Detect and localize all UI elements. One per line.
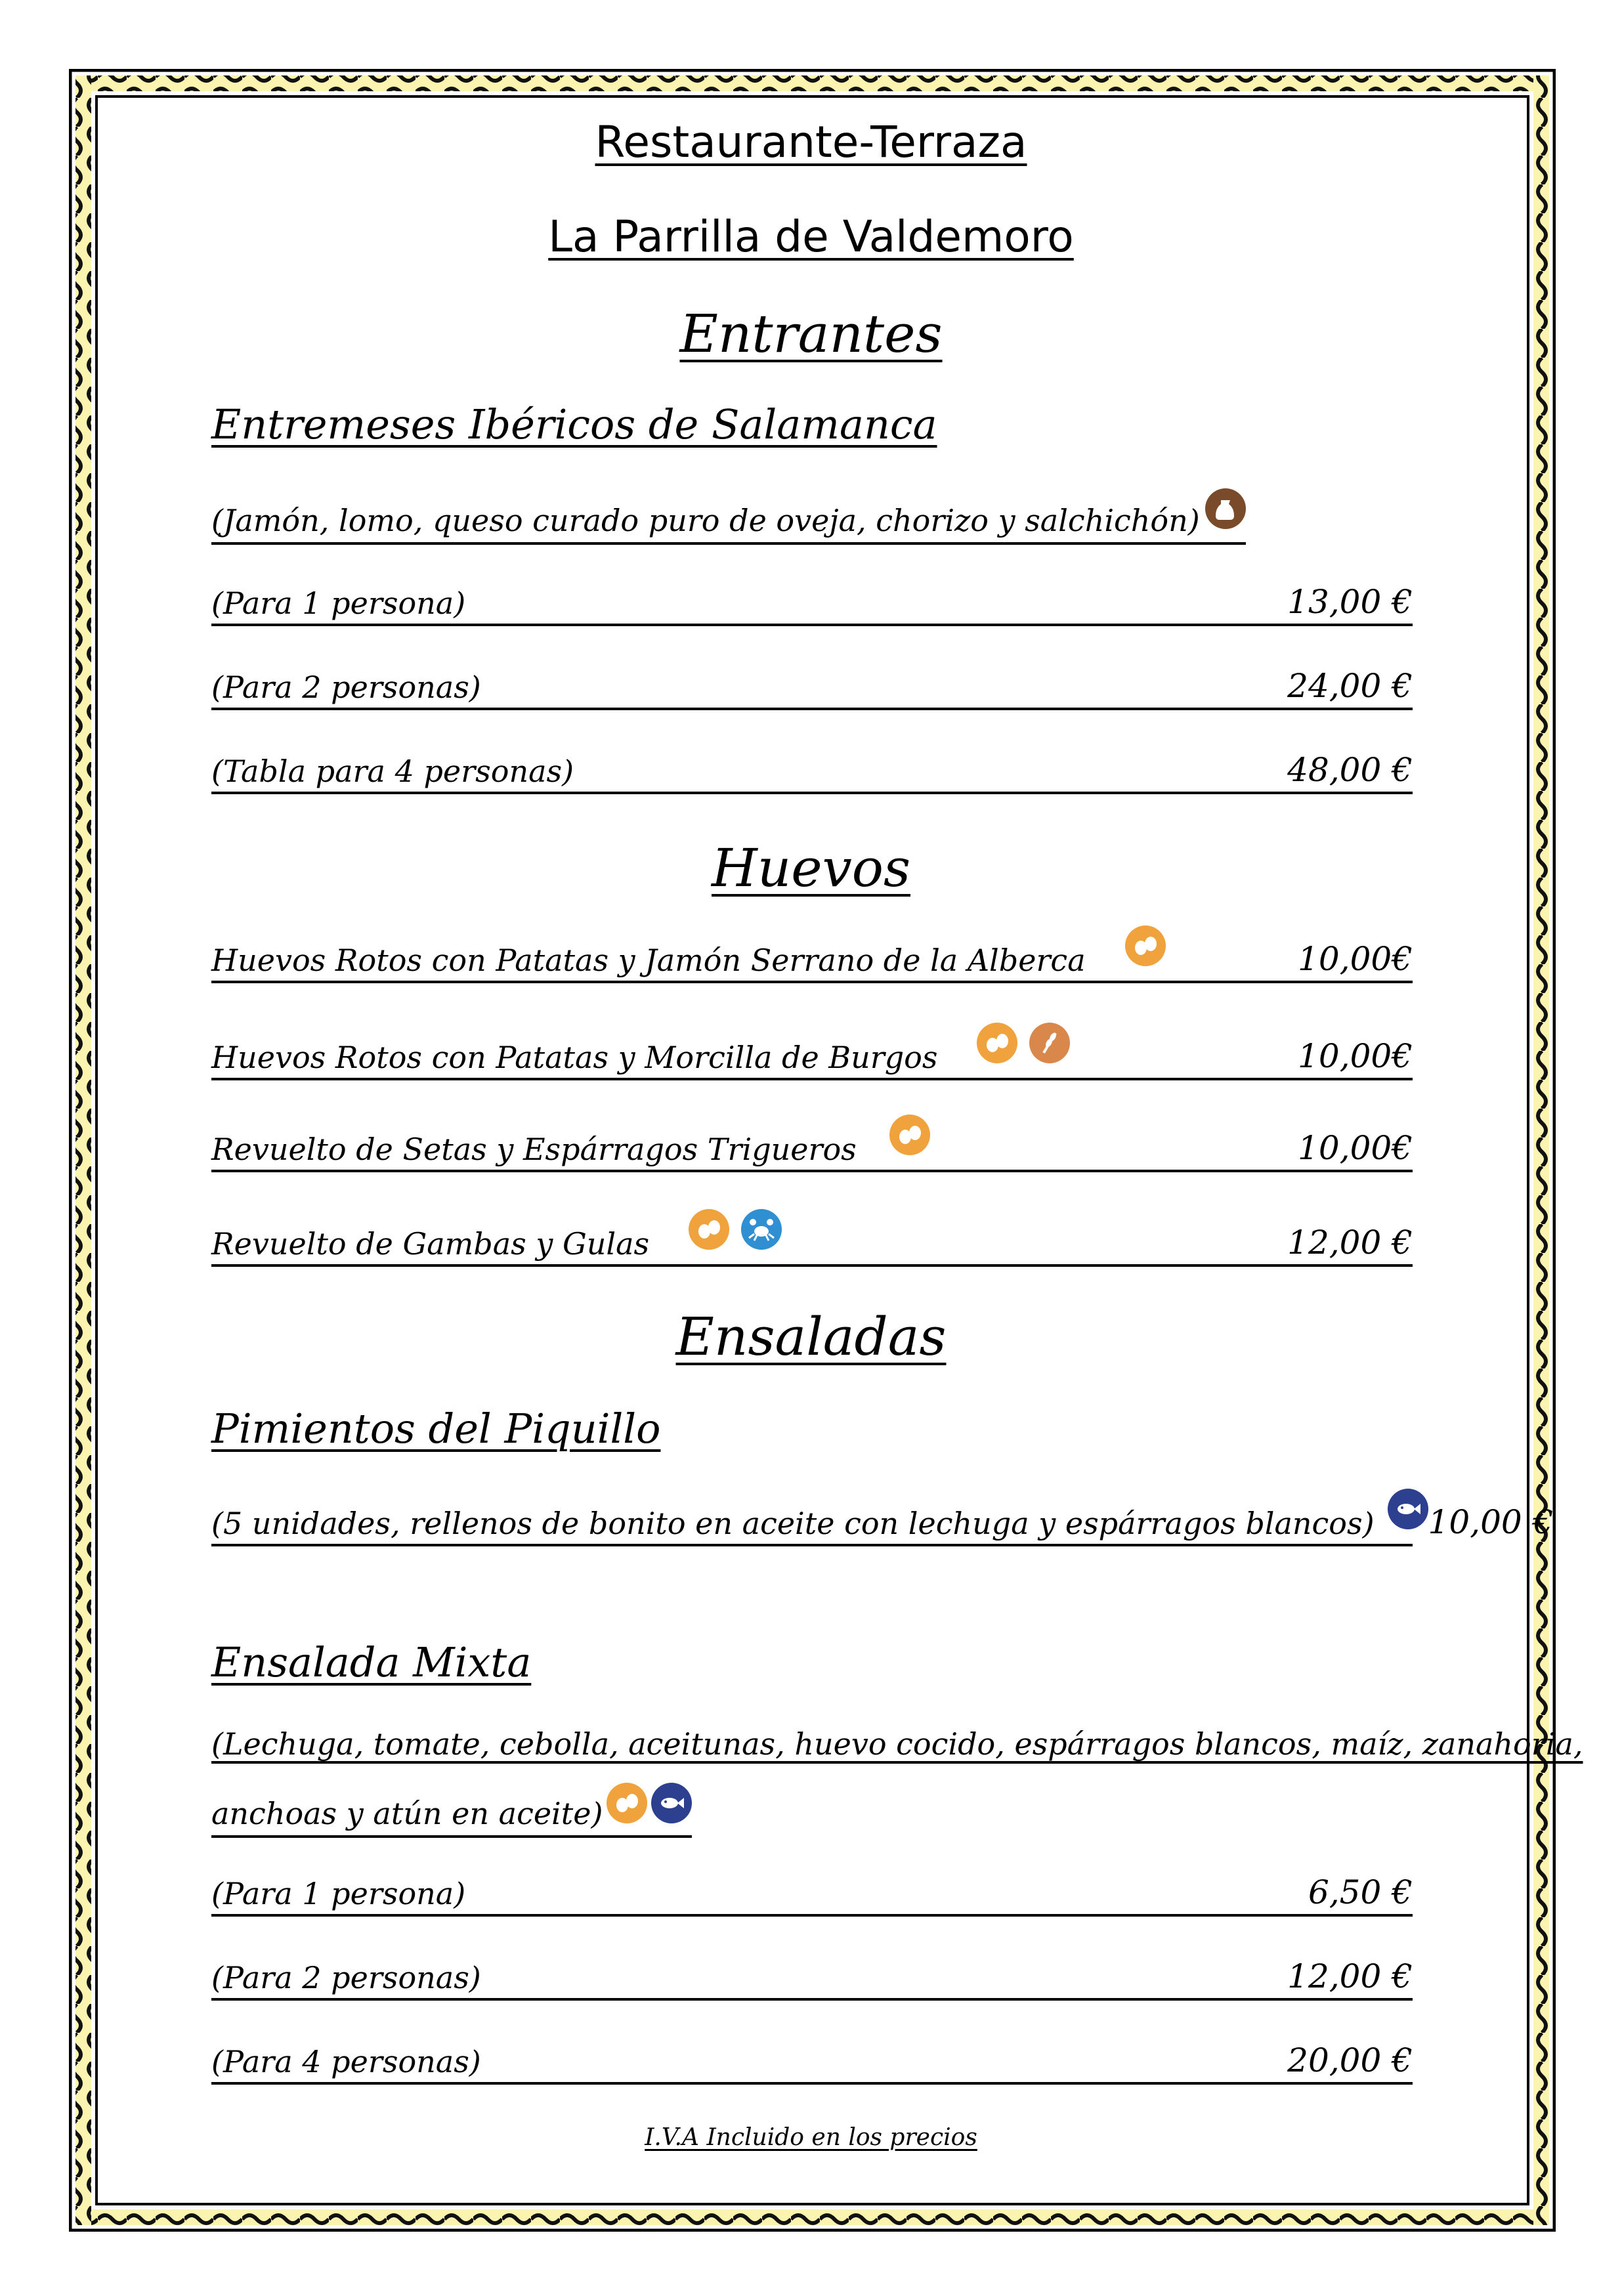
mixta-description-text-2: anchoas y atún en aceite)	[211, 1796, 603, 1831]
row-label: (Para 1 persona)	[211, 585, 466, 621]
egg-allergen-icon	[607, 1783, 647, 1823]
tax-note: I.V.A Incluido en los precios	[645, 2124, 977, 2151]
row-label-text: (5 unidades, rellenos de bonito en aceite con lechuga y espárragos blancos)	[211, 1506, 1375, 1541]
row-label: (Para 2 personas)	[211, 670, 481, 705]
egg-allergen-icon	[689, 1209, 729, 1250]
row-label	[211, 1221, 1287, 1262]
fish-allergen-icon	[651, 1783, 692, 1823]
row-price: 6,50 €	[1308, 1873, 1413, 1911]
row-label	[211, 937, 1298, 978]
row-price: 10,00 €	[1428, 1503, 1554, 1541]
mixta-heading: Ensalada Mixta	[211, 1638, 532, 1686]
row-label-text: Revuelto de Setas y Espárragos Trigueros	[211, 1132, 857, 1167]
row-label: (Para 4 personas)	[211, 2044, 481, 2079]
section-entrantes-wrap	[0, 303, 1622, 364]
entremeses-row-1	[211, 583, 1413, 626]
entremeses-description-text: (Jamón, lomo, queso curado puro de oveja, chorizo y salchichón)	[211, 503, 1200, 538]
row-label	[211, 1034, 1298, 1075]
row-price: 10,00€	[1298, 1129, 1413, 1167]
huevos-row-2	[211, 1034, 1413, 1080]
mixta-description-text-1: (Lechuga, tomate, cebolla, aceitunas, huevo cocido, espárragos blancos, maíz, zanahoria,	[211, 1726, 1583, 1762]
entremeses-row-2	[211, 667, 1413, 710]
section-title-entrantes: Entrantes	[679, 303, 943, 364]
restaurant-name-wrap	[0, 211, 1622, 262]
egg-allergen-icon	[889, 1115, 930, 1155]
fish-allergen-icon	[1388, 1489, 1428, 1529]
piquillo-heading: Pimientos del Piquillo	[211, 1405, 661, 1453]
section-title-huevos: Huevos	[711, 838, 911, 899]
section-ensaladas-wrap	[0, 1306, 1622, 1367]
crustacean-allergen-icon	[741, 1209, 782, 1250]
row-price: 10,00€	[1298, 940, 1413, 978]
row-price: 20,00 €	[1287, 2041, 1413, 2079]
piquillo-row	[211, 1500, 1554, 1546]
milk-allergen-icon	[1205, 488, 1246, 529]
row-label-text: Huevos Rotos con Patatas y Jamón Serrano de la Alberca	[211, 943, 1086, 978]
egg-allergen-icon	[977, 1023, 1017, 1063]
row-price: 48,00 €	[1287, 751, 1413, 789]
footer-wrap	[0, 2124, 1622, 2151]
entremeses-description	[211, 498, 1246, 545]
row-price: 12,00 €	[1287, 1223, 1413, 1262]
mixta-description-line1	[211, 1726, 1583, 1762]
row-label-text: Huevos Rotos con Patatas y Morcilla de Burgos	[211, 1040, 938, 1075]
section-huevos-wrap	[0, 838, 1622, 899]
row-price: 10,00€	[1298, 1037, 1413, 1075]
mixta-row-3	[211, 2041, 1413, 2085]
gluten-allergen-icon	[1029, 1023, 1070, 1063]
row-price: 12,00 €	[1287, 1957, 1413, 1995]
row-price: 24,00 €	[1287, 667, 1413, 705]
row-label: (Para 1 persona)	[211, 1876, 466, 1911]
mixta-row-2	[211, 1957, 1413, 2001]
restaurant-type-wrap	[0, 117, 1622, 167]
row-label	[211, 1500, 1428, 1541]
row-label-text: Revuelto de Gambas y Gulas	[211, 1226, 650, 1262]
entremeses-row-3	[211, 751, 1413, 794]
restaurant-type: Restaurante-Terraza	[595, 117, 1027, 167]
entremeses-heading: Entremeses Ibéricos de Salamanca	[211, 400, 937, 448]
restaurant-name: La Parrilla de Valdemoro	[548, 211, 1074, 262]
huevos-row-4	[211, 1221, 1413, 1267]
row-price: 13,00 €	[1287, 583, 1413, 621]
mixta-row-1	[211, 1873, 1413, 1917]
section-title-ensaladas: Ensaladas	[675, 1306, 947, 1367]
row-label: (Tabla para 4 personas)	[211, 754, 574, 789]
row-label: (Para 2 personas)	[211, 1960, 481, 1995]
huevos-row-1	[211, 937, 1413, 983]
mixta-description-line2	[211, 1791, 692, 1838]
huevos-row-3	[211, 1126, 1413, 1172]
egg-allergen-icon	[1125, 925, 1166, 966]
row-label	[211, 1126, 1298, 1167]
